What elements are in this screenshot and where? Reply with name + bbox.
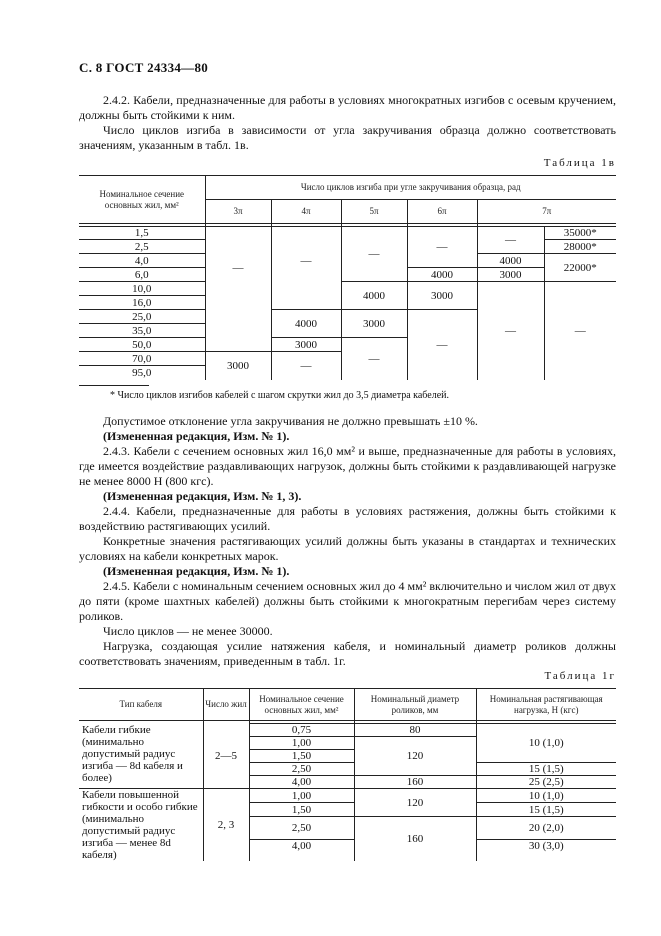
cell-7pi: 3000 (477, 268, 544, 282)
paragraph-tolerance: Допустимое отклонение угла закручивания не должно превышать ±10 %. (103, 414, 478, 428)
angle-header: 6π (407, 200, 477, 224)
tension-load: 15 (1,5) (476, 803, 616, 817)
cell-5pi: — (341, 338, 407, 380)
col-header-cores: Число жил (203, 689, 249, 721)
footnote-divider (79, 385, 149, 386)
cell-6pi: 3000 (407, 282, 477, 310)
table-1g (79, 688, 616, 861)
col-header-cycles: Число циклов изгиба при угле закручивания образца, рад (205, 176, 616, 200)
paragraph-cycles: Число циклов изгиба в зависимости от угла закручивания образца должно соответствовать значениям, указанным в табл. 1в. (79, 123, 616, 152)
section-value: 4,00 (249, 839, 354, 861)
tension-load: 10 (1,0) (476, 724, 616, 763)
cell-4pi: 4000 (271, 310, 341, 338)
roller-diameter: 160 (354, 817, 476, 862)
table-1v (79, 175, 616, 380)
paragraph-load: Нагрузка, создающая усилие натяжения кабеля, и номинальный диаметр роликов должны соответствовать значениям, приведенным в табл. 1г. (79, 639, 616, 668)
section-value: 4,0 (79, 254, 205, 268)
section-value: 2,50 (249, 763, 354, 776)
table-1v-caption: Таблица 1в (543, 157, 616, 169)
angle-header: 3π (205, 200, 271, 224)
section-value: 1,50 (249, 803, 354, 817)
col-header-section: Номинальное сечение основных жил, мм² (79, 176, 205, 224)
cell-4pi: — (271, 227, 341, 296)
cell-7pi: 28000* (544, 240, 616, 254)
paragraph-tension: Конкретные значения растягивающих усилий должны быть указаны в стандартах и технических условиях на кабели конкретных марок. (79, 534, 616, 563)
section-value: 16,0 (79, 296, 205, 310)
paragraph-cycles-min: Число циклов — не менее 30000. (103, 624, 273, 638)
tension-load: 30 (3,0) (476, 839, 616, 861)
cell-6pi: — (407, 310, 477, 380)
angle-header: 7π (477, 200, 616, 224)
section-value: 10,0 (79, 282, 205, 296)
cell-7pi: — (544, 282, 616, 380)
roller-diameter: 120 (354, 737, 476, 776)
tension-load: 15 (1,5) (476, 763, 616, 776)
cell-7pi: 22000* (544, 254, 616, 282)
section-value: 1,50 (249, 750, 354, 763)
col-header-type: Тип кабеля (79, 689, 203, 721)
cores-count: 2—5 (203, 724, 249, 789)
tension-load: 20 (2,0) (476, 817, 616, 840)
section-value: 35,0 (79, 324, 205, 338)
cell-7pi: 35000* (544, 227, 616, 240)
section-value: 6,0 (79, 268, 205, 282)
cell-6pi: 4000 (407, 268, 477, 282)
section-value: 2,50 (249, 817, 354, 840)
cell-3pi: 3000 (205, 352, 271, 380)
roller-diameter: 80 (354, 724, 476, 737)
section-value: 70,0 (79, 352, 205, 366)
amendment-note: (Измененная редакция, Изм. № 1). (103, 429, 290, 443)
cell-7pi: — (477, 227, 544, 254)
amendment-note: (Измененная редакция, Изм. № 1, 3). (103, 489, 302, 503)
col-header-load: Номинальная растягивающая нагрузка, Н (кгс) (476, 689, 616, 721)
cell-6pi: — (407, 227, 477, 268)
roller-diameter: 120 (354, 789, 476, 817)
section-value: 4,00 (249, 776, 354, 789)
cores-count: 2, 3 (203, 789, 249, 862)
cell-5pi: 4000 (341, 282, 407, 310)
paragraph-2-4-3: 2.4.3. Кабели с сечением основных жил 16,0 мм² и выше, предназначенные для работы в условиях, где имеется воздействие раздавливающих нагрузок, должны быть стойкими к раздавливающей нагрузке не менее 8000 Н (800 кгс). (79, 444, 616, 488)
page-header: С. 8 ГОСТ 24334—80 (79, 60, 209, 75)
cell-7pi: — (477, 282, 544, 380)
angle-header: 5π (341, 200, 407, 224)
cell-5pi: 3000 (341, 310, 407, 338)
section-value: 1,5 (79, 227, 205, 240)
cell-4pi: — (271, 352, 341, 380)
roller-diameter: 160 (354, 776, 476, 789)
section-value: 1,00 (249, 737, 354, 750)
angle-header: 4π (271, 200, 341, 224)
paragraph-2-4-5: 2.4.5. Кабели с номинальным сечением основных жил до 4 мм² включительно и числом жил от двух до пяти (кроме шахтных кабелей) должны быть стойкими к многократным перегибам через систему роликов. (79, 579, 616, 623)
cell-3pi: — (205, 227, 271, 310)
cell-5pi: — (341, 227, 407, 282)
section-value: 50,0 (79, 338, 205, 352)
paragraph-2-4-4: 2.4.4. Кабели, предназначенные для работы в условиях растяжения, должны быть стойкими к воздействию растягивающих усилий. (79, 504, 616, 533)
paragraph-2-4-2: 2.4.2. Кабели, предназначенные для работы в условиях многократных изгибов с осевым кручением, должны быть стойкими к ним. (79, 93, 616, 122)
col-header-section: Номинальное сечение основных жил, мм² (249, 689, 354, 721)
cell-7pi: 4000 (477, 254, 544, 268)
amendment-note: (Измененная редакция, Изм. № 1). (103, 564, 290, 578)
footnote: * Число циклов изгибов кабелей с шагом скрутки жил до 3,5 диаметра кабелей. (110, 390, 449, 401)
tension-load: 25 (2,5) (476, 776, 616, 789)
section-value: 1,00 (249, 789, 354, 803)
col-header-diameter: Номинальный диаметр роликов, мм (354, 689, 476, 721)
tension-load: 10 (1,0) (476, 789, 616, 803)
cable-type-flexible: Кабели гибкие (минимально допустимый радиус изгиба — 8d кабеля и более) (79, 724, 203, 789)
section-value: 0,75 (249, 724, 354, 737)
section-value: 2,5 (79, 240, 205, 254)
section-value: 25,0 (79, 310, 205, 324)
cell-4pi: 3000 (271, 338, 341, 352)
section-value: 95,0 (79, 366, 205, 380)
cable-type-high-flex: Кабели повышенной гибкости и особо гибкие (минимально допустимый радиус изгиба — менее 8d кабеля) (79, 789, 203, 862)
table-1g-caption: Таблица 1г (544, 670, 616, 682)
